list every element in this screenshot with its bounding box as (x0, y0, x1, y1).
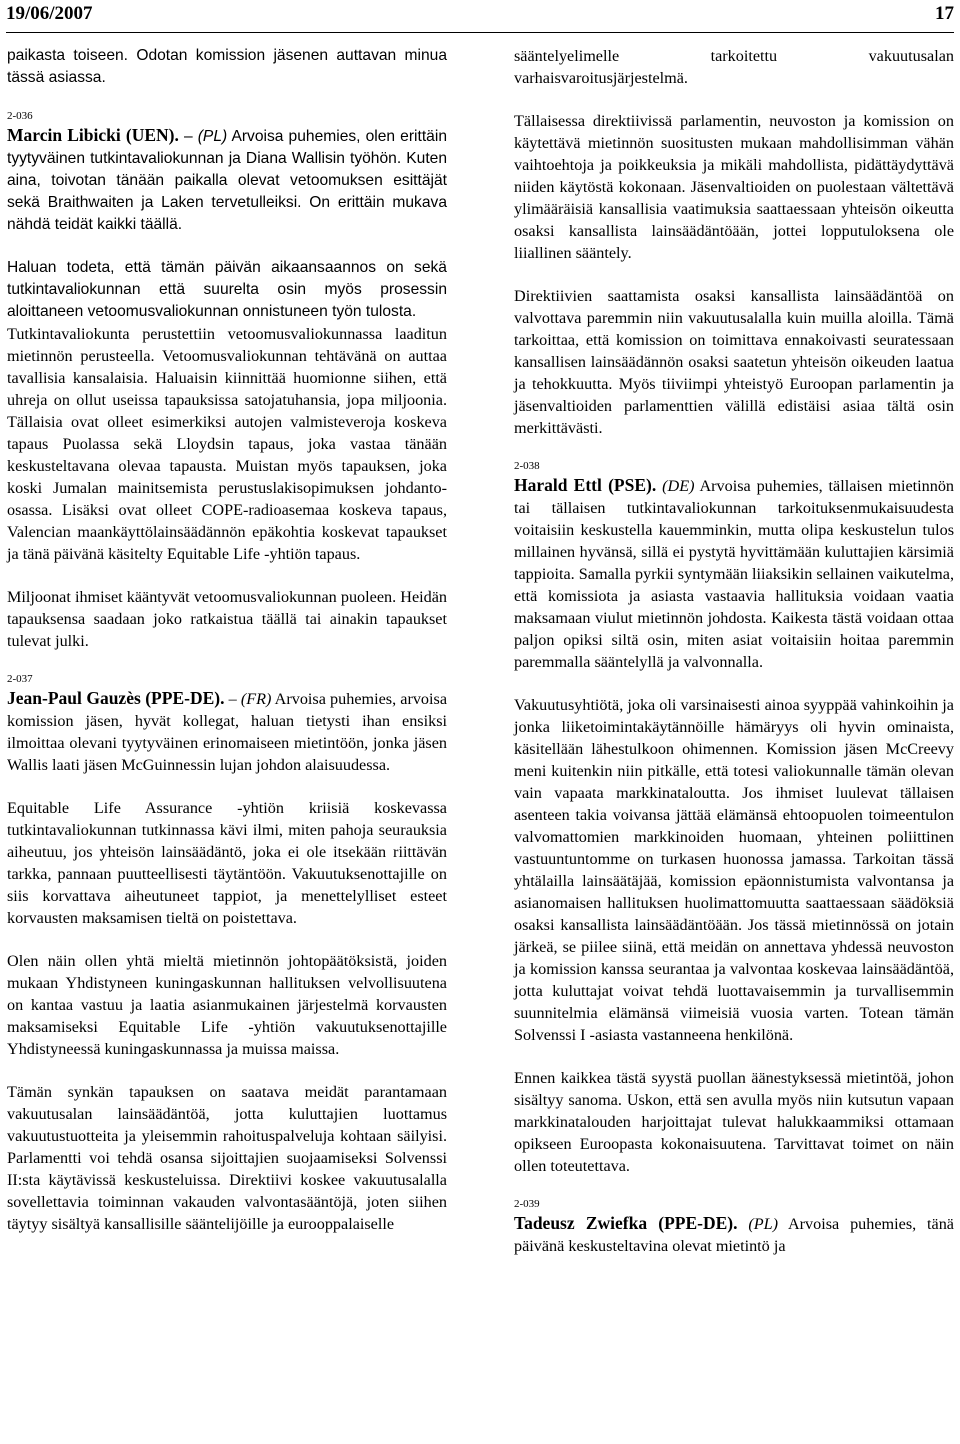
paragraph: Equitable Life Assurance -yhtiön kriisiä koskevassa tutkintavaliokunnan tutkinnassa kävi ilmi, miten pahoja seurauksia aiheutuu, jos yhteisön lainsäädäntö, joka ei ole itsekään riittävän tarkka, pannaan puutteellisesti täytäntöön. Vakuutuksenottajille on siis korvattava aiheutuneet tappiot, ja menettelylliset esteet korvausten maksamisen tieltä on poistettava. (7, 799, 447, 927)
paragraph: Tutkintavaliokunta perustettiin vetoomusvaliokunnassa laaditun mietinnön perusteella. Vetoomusvaliokunnan tehtävänä on auttaa tavallisia kansalaisia. Haluaisin kiinnittää huomionne siihen, että uhreja on ollut useissa tapauksissa satojatuhansia, jopa miljoonia. Tällaisia ovat olleet esimerkiksi autojen valmisteveroja koskeva tapaus Puolassa sekä Lloydsin tapaus, joka vastaa tänään keskusteltavana olevaa tapausta. Muistan myös tapauksen, joka koski Jumalan mainitsemista perustuslakisopimuksen johdanto-osassa. Lisäksi ovat olleet COPE-radioasemaa koskeva tapaus, Valencian maankäyttölainsäädännön epäkohtia koskevat tapaukset ja tänä päivänä käsitelty Equitable Life -yhtiön tapaus. (7, 325, 447, 563)
left-column (7, 45, 447, 1256)
speech-opening (7, 687, 447, 776)
paragraph: Ennen kaikkea tästä syystä puollan äänestyksessä mietintöä, johon sisältyy sanoma. Uskon, että sen avulla myös niin kutsutun vapaan markkinatalouden harjoittajat tulevat halukkaammiksi ottamaan opikseen Euroopasta kokonaisuutena. Tarvittavat toimet on näin ollen toteutettava. (514, 1069, 954, 1175)
speech-opening (514, 474, 954, 673)
language-tag: (DE) (662, 477, 695, 495)
page-number: 17 (935, 3, 954, 24)
paragraph: paikasta toiseen. Odotan komission jäsenen auttavan minua tässä asiassa. (7, 47, 447, 86)
paragraph: Vakuutusyhtiötä, joka oli varsinaisesti ainoa syyppää vahinkoihin ja jonka liiketoimintakäytännöille hämäryys oli hyvin ominaista, käsitellään lähestulkoon ohimennen. Komission jäsen McCreevy meni kuitenkin niin pitkälle, että totesi valiokunnalle tämän olevan vain vapaata markkinataloutta. Jos ihmiset luulevat tällaisen asenteen takia voivansa jättää elämänsä ehtoopuolen toimeentulon valvomattomien markkinoiden huomaan, yhteinen poliittinen vastuuntuntomme on turkasen huonossa jamassa. Tarkoitan tässä yhtälailla lainsäätäjää, komission epäonnistumista valvontansa ja asianomaisen hallituksen huolimattomuutta saattaessaan säädöksiä osaksi kansallista lainsäädäntöään. Jos tässä mietinnössä on jotain järkeä, se piilee siinä, että meidän on annettava yhdessä neuvoston ja komission kanssa seurantaa ja valvontaa koskevaa lainsäädäntöä, jotta kuluttajat voivat tehdä luottavaisemmin ja turvallisemmin suunnitelmia elämänsä viimeisiä vuosia varten. Totean tämän Solvenssi I -asiasta vastanneena henkilönä. (514, 696, 954, 1044)
language-tag: (PL) (748, 1215, 779, 1233)
speech-opening (514, 1212, 954, 1257)
speaker-name: Harald Ettl (PSE). (514, 475, 657, 495)
paragraph: Olen näin ollen yhtä mieltä mietinnön johtopäätöksistä, joiden mukaan Yhdistyneen kuningaskunnan hallituksen velvollisuutena on kantaa vastuu ja laatia asianmukainen järjestelmä korvausten maksamiseksi Equitable Life -yhtiön vakuutuksenottajille Yhdistyneessä kuningaskunnassa ja muissa maissa. (7, 952, 447, 1058)
paragraph: sääntelyelimelle tarkoitettu vakuutusalan varhaisvaroitusjärjestelmä. (514, 47, 954, 87)
speech-opening (7, 124, 447, 236)
speaker-name: Tadeusz Zwiefka (PPE-DE). (514, 1213, 738, 1233)
dash: – (178, 128, 198, 145)
session-date: 19/06/2007 (6, 3, 93, 24)
speech-text: Arvoisa puhemies, olen erittäin tyytyväinen tutkintavaliokunnan ja Diana Wallisin työhön. Kuten aina, toivotan tänään paikalla olevat vetoomuksen esittäjät sekä Braithwaiten ja Laken tervetulleiksi. On erittäin mukava nähdä teidät kaikki täällä. (7, 128, 447, 233)
paragraph: Miljoonat ihmiset kääntyvät vetoomusvaliokunnan puoleen. Heidän tapauksensa saadaan joko ratkaistua täällä tai ainakin tapaukset tulevat julki. (7, 588, 447, 650)
speech-id: 2-039 (514, 1198, 540, 1210)
paragraph: Direktiivien saattamista osaksi kansallista lainsäädäntöä on valvottava paremmin niin vakuutusalalla kuin muilla aloilla. Tämä tarkoittaa, että komission on toimittava ennakoivasti seuratessaan kansallisen lainsäädännön osaksi saatetun yhteisön oikeuden laatua ja tehokkuutta. Myös tiiviimpi yhteistyö Euroopan parlamentin ja jäsenvaltioiden parlamenttien välillä edistäisi asiaa tältä osin merkittävästi. (514, 287, 954, 437)
dash: – (224, 690, 241, 708)
speaker-name: Marcin Libicki (UEN). (7, 125, 179, 145)
page-header (6, 0, 954, 33)
speaker-name: Jean-Paul Gauzès (PPE-DE). (7, 688, 225, 708)
speech-id: 2-038 (514, 460, 540, 472)
paragraph: Tämän synkän tapauksen on saatava meidät parantamaan vakuutusalan lainsäädäntöä, jotta kuluttajien luottamus vakuutustuotteita ja yleisemmin rahoituspalveluja kohtaan säilyisi. Parlamentti voi tehdä osansa sijoittajien suojaamiseksi Solvenssi II:sta käytävissä keskusteluissa. Direktiivi koskee vakuutusalalla sovellettavia toiminnan vakauden valvontasääntöjä, joten siihen täytyy sisältyä kansallisille sääntelijöille ja eurooppalaiselle (7, 1083, 447, 1233)
paragraph: Haluan todeta, että tämän päivän aikaansaannos on sekä tutkintavaliokunnan että suurelta osin myös prosessin aloittaneen vetoomusvaliokunnan onnistuneen työn tulosta. (7, 259, 447, 320)
speech-text: Arvoisa puhemies, tällaisen mietinnön tai tällaisen tutkintavaliokunnan tarkoituksenmukaisuudesta voitaisiin keskustella kauemminkin, mutta olipa keskustelun tulos millainen hyvänsä, sillä ei pystytä hyvittämään kuluttajien kärsimiä tappioita. Samalla pyrkii syntymään liiaksikin sellainen vaikutelma, että komissiota ja asiasta vastaavia hallituksia voidaan vaatia maksamaan viulut mietinnön johdosta. Kaikesta tästä voidaan ottaa paljon opiksi siltä osin, miten asiat voitaisiin hoitaa paremmin paremmalla sääntelyllä ja valvonnalla. (514, 477, 955, 671)
dash (737, 1215, 748, 1233)
speech-text: Arvoisa puhemies, tänä päivänä keskusteltavina olevat mietintö ja (514, 1215, 954, 1255)
right-column (514, 45, 954, 1278)
speech-text: Arvoisa puhemies, arvoisa komission jäsen, hyvät kollegat, haluan tietysti ihan ensiksi ilmoittaa olevani tyytyväinen erinomaiseen mietintöön, jonka jäsen Wallis laati jäsen McGuinnessin lujan johdon alaisuudessa. (7, 690, 448, 774)
speech-id: 2-037 (7, 673, 33, 685)
language-tag: (PL) (197, 128, 228, 145)
language-tag: (FR) (240, 690, 272, 708)
paragraph: Tällaisessa direktiivissä parlamentin, neuvoston ja komission on käytettävä mietinnön suositusten mukaan mahdollisimman vähän vaihtoehtoja ja poikkeuksia ja mikäli mahdollista, pidättäydyttävä niiden käytöstä kokonaan. Jäsenvaltioiden on puolestaan vältettävä ylimääräisiä kansallisia vaatimuksia saattaessaan yhteisön oikeutta osaksi kansallista lainsäädäntöään, jottei lopputuloksena ole liiallinen sääntely. (514, 112, 954, 262)
speech-id: 2-036 (7, 110, 33, 122)
